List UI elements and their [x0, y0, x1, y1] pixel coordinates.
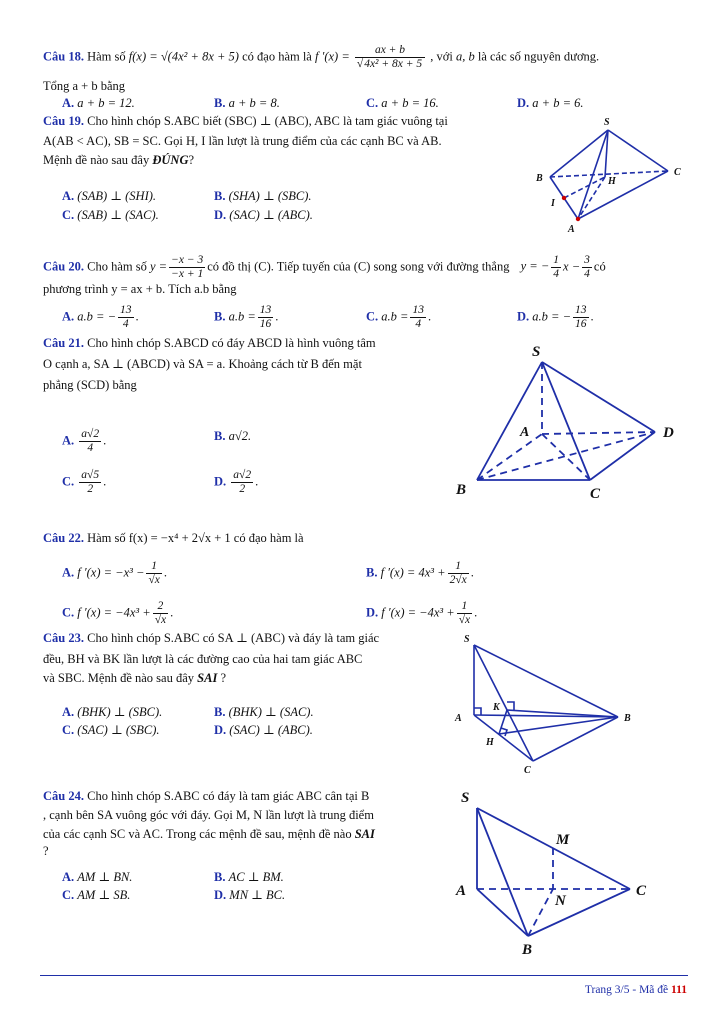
edge-ad	[542, 432, 655, 434]
question-21-line3: phẳng (SCD) bằng	[43, 378, 137, 392]
option-d[interactable]: D. $\frac{a√2}{2}$ .	[214, 469, 259, 495]
fraction-denominator: 4	[87, 442, 94, 454]
option-fraction	[448, 560, 469, 587]
fraction-numerator: a√2	[81, 428, 100, 440]
fraction-denominator: 2	[87, 483, 94, 495]
fraction-numerator: a√5	[81, 469, 100, 481]
option-b[interactable]: B. f ′(x) = 4x³ + $\frac{1}{2√x}$ .	[366, 560, 474, 586]
question-23	[43, 630, 379, 646]
option-key: A.	[62, 870, 75, 884]
option-text: (SAC) ⊥ (SBC).	[77, 723, 160, 737]
fraction-numerator: 13	[412, 304, 424, 316]
option-d[interactable]	[214, 207, 313, 223]
question-24-line2: , cạnh bên SA vuông góc với đáy. Gọi M, N lần lượt là trung điểm	[43, 808, 374, 822]
derivative-fraction	[355, 44, 425, 71]
label-b: B	[536, 173, 543, 184]
question-19	[43, 113, 448, 129]
option-key: C.	[366, 96, 379, 110]
fraction-numerator: 13	[575, 304, 587, 316]
option-d[interactable]	[517, 95, 584, 111]
right-angle-a	[474, 708, 481, 715]
fraction-numerator: 1	[457, 600, 472, 614]
edge-sd	[542, 362, 655, 432]
option-fraction	[231, 469, 253, 496]
question-label: Câu 18.	[43, 49, 84, 64]
option-text: a + b = 6.	[532, 96, 584, 110]
question-label: Câu 24.	[43, 789, 84, 803]
fraction-numerator: 1	[448, 560, 469, 574]
option-key: C.	[62, 723, 75, 737]
option-prefix: f ′(x) = −4x³ +	[77, 605, 151, 620]
option-key: B.	[366, 565, 378, 580]
fraction-denominator: 4	[415, 318, 422, 330]
option-text: a + b = 8.	[228, 96, 280, 110]
option-prefix: f ′(x) = 4x³ +	[380, 565, 446, 580]
line-mid: x −	[563, 259, 581, 274]
question-text: có đồ thị (C). Tiếp tuyến của (C) song song với đường thẳng	[207, 259, 510, 274]
label-a: A	[568, 224, 575, 235]
question-22	[43, 530, 304, 546]
line-lhs: y = −	[520, 259, 550, 274]
option-text: a + b = 16.	[381, 96, 439, 110]
question-text: ?	[220, 671, 226, 685]
question-text: Cho hình chóp S.ABC có SA ⊥ (ABC) và đáy là tam giác	[87, 631, 380, 645]
option-key: A.	[62, 565, 75, 580]
option-key: A.	[62, 309, 75, 324]
option-key: A.	[62, 189, 75, 203]
option-prefix: a.b =	[381, 309, 409, 324]
question-21	[43, 335, 376, 351]
fraction-numerator: −x − 3	[171, 254, 204, 266]
option-b[interactable]	[214, 95, 280, 111]
option-key: D.	[214, 474, 227, 489]
option-c[interactable]: C. f ′(x) = −4x³ + $\frac{2}{√x}$ .	[62, 600, 174, 626]
option-key: C.	[62, 474, 75, 489]
fraction-denominator: √x	[458, 614, 471, 626]
option-text: a√2.	[228, 429, 252, 443]
option-key: B.	[214, 870, 226, 884]
edge-ba	[477, 434, 542, 480]
label-c: C	[524, 765, 531, 776]
question-text: Cho hình chóp S.ABC biết (SBC) ⊥ (ABC), ABC là tam giác vuông tại	[87, 114, 448, 128]
question-24	[43, 788, 369, 804]
option-a[interactable]	[62, 95, 135, 111]
option-c[interactable]	[62, 722, 160, 738]
option-key: D.	[214, 208, 227, 222]
question-label: Câu 19.	[43, 114, 84, 128]
pyramid-figure-24	[450, 786, 660, 961]
option-key: C.	[366, 309, 379, 324]
radicand: 4x² + 8x + 5	[364, 58, 423, 70]
pyramid-figure-21	[450, 340, 690, 505]
option-b[interactable]	[214, 188, 312, 204]
option-prefix: f ′(x) = −4x³ +	[381, 605, 455, 620]
option-key: B.	[214, 309, 226, 324]
label-b: B	[456, 482, 467, 498]
option-key: B.	[214, 189, 226, 203]
label-h: H	[486, 737, 494, 748]
fraction-denominator: 4	[122, 318, 129, 330]
question-label: Câu 22.	[43, 531, 84, 545]
option-b[interactable]	[214, 869, 284, 885]
fraction-numerator: 1	[146, 560, 161, 574]
label-c: C	[674, 167, 681, 178]
option-prefix: f ′(x) = −x³ −	[77, 565, 145, 580]
label-a: A	[455, 713, 462, 724]
label-b: B	[522, 942, 533, 958]
variables: a, b	[455, 49, 475, 64]
fraction-numerator: a√2	[233, 469, 252, 481]
label-d: D	[663, 425, 674, 441]
function-fraction	[169, 254, 205, 281]
option-b[interactable]	[214, 704, 314, 720]
option-key: C.	[62, 888, 75, 902]
label-a: A	[520, 425, 530, 440]
question-20	[43, 254, 606, 281]
question-20-line2: phương trình y = ax + b. Tích a.b bằng	[43, 282, 237, 296]
option-fraction	[457, 600, 472, 627]
option-key: B.	[214, 705, 226, 719]
option-text: MN ⊥ BC.	[229, 888, 286, 902]
option-d[interactable]: D. f ′(x) = −4x³ + $\frac{1}{√x}$ .	[366, 600, 478, 626]
question-text: Cho hình chóp S.ABC có đáy là tam giác ABC cân tại B	[87, 789, 370, 803]
option-c[interactable]	[366, 95, 439, 111]
line-fraction-1	[551, 254, 561, 281]
option-text: AM ⊥ BN.	[77, 870, 133, 884]
question-23-line2: đều, BH và BK lần lượt là các đường cao của hai tam giác ABC	[43, 652, 363, 666]
edge-bc	[528, 889, 630, 936]
question-text: Hàm số f(x) = −x⁴ + 2√x + 1 có đạo hàm là	[87, 531, 304, 545]
option-a[interactable]	[62, 704, 162, 720]
option-key: D.	[366, 605, 379, 620]
option-key: D.	[214, 723, 227, 737]
label-s: S	[464, 634, 470, 645]
option-key: C.	[62, 605, 75, 620]
edge-ab	[477, 889, 528, 936]
label-c: C	[636, 883, 647, 899]
edge-sc	[474, 645, 533, 761]
question-label: Câu 21.	[43, 336, 84, 350]
diagonal-bd	[477, 432, 655, 480]
option-fraction	[573, 304, 589, 331]
function-lhs: y =	[149, 259, 168, 274]
option-c[interactable]: C. $\frac{a√5}{2}$ .	[62, 469, 107, 495]
label-c: C	[590, 486, 601, 502]
label-b: B	[624, 713, 631, 724]
question-19-line2: A(AB < AC), SB = SC. Gọi H, I lần lượt là trung điểm của các cạnh BC và AB.	[43, 134, 442, 148]
question-19-line3	[43, 152, 194, 168]
question-label: Câu 20.	[43, 259, 84, 274]
option-prefix: a.b = −	[532, 309, 572, 324]
option-b[interactable]	[214, 428, 251, 444]
option-fraction	[118, 304, 134, 331]
edge-sc	[542, 362, 590, 480]
option-a[interactable]: A. $\frac{a√2}{4}$ .	[62, 428, 107, 454]
question-text: của các cạnh SC và AC. Trong các mệnh đề sau, mệnh đề nào	[43, 827, 352, 841]
page-footer	[585, 984, 687, 996]
option-text: (SAB) ⊥ (SAC).	[77, 208, 159, 222]
question-24-line4: ?	[43, 844, 49, 858]
fraction-denominator: −x + 1	[171, 268, 204, 280]
option-fraction	[258, 304, 274, 331]
question-21-line2: O cạnh a, SA ⊥ (ABCD) và SA = a. Khoảng cách từ B đến mặt	[43, 357, 362, 371]
pyramid-figure-23	[450, 632, 650, 777]
fraction-denominator: √x	[148, 574, 160, 586]
option-key: C.	[62, 208, 75, 222]
option-a[interactable]: A. a.b = − $\frac{13}{4}$ .	[62, 304, 139, 330]
question-18	[43, 44, 599, 71]
fraction-numerator: ax + b	[355, 44, 425, 58]
option-d[interactable]	[214, 722, 313, 738]
option-prefix: a.b =	[228, 309, 256, 324]
edge-sb	[477, 808, 528, 936]
fraction-denominator: 4	[553, 268, 560, 280]
right-angle-k	[507, 702, 514, 710]
label-s: S	[604, 117, 610, 128]
fraction-denominator: 16	[259, 318, 272, 330]
question-text: là các số nguyên dương.	[477, 49, 600, 64]
option-fraction	[79, 428, 101, 455]
option-text: (SAC) ⊥ (ABC).	[229, 208, 313, 222]
label-h: H	[608, 176, 616, 187]
question-label: Câu 23.	[43, 631, 84, 645]
question-text: có đạo hàm là	[242, 49, 312, 64]
fraction-numerator: 2	[153, 600, 168, 614]
fraction-denominator: 2√x	[449, 574, 467, 586]
question-text: Cho hình chóp S.ABCD có đáy ABCD là hình vuông tâm	[87, 336, 376, 350]
line-fraction-2	[582, 254, 592, 281]
option-text: (SAB) ⊥ (SHI).	[77, 189, 157, 203]
fraction-numerator: 13	[120, 304, 132, 316]
point-i	[562, 196, 566, 200]
option-fraction	[410, 304, 426, 331]
fraction-denominator: √x	[154, 614, 167, 626]
option-text: AM ⊥ SB.	[77, 888, 131, 902]
option-a[interactable]: A. f ′(x) = −x³ − $\frac{1}{√x}$ .	[62, 560, 168, 586]
edge-cd	[590, 432, 655, 480]
fraction-numerator: 3	[584, 254, 590, 266]
question-text: ?	[188, 153, 195, 167]
question-23-line3	[43, 670, 226, 686]
exam-code: 111	[671, 984, 687, 996]
option-d[interactable]: D. a.b = − $\frac{13}{16}$ .	[517, 304, 594, 330]
option-key: D.	[214, 888, 227, 902]
option-prefix: a.b = −	[77, 309, 117, 324]
question-text: Hàm số	[87, 49, 126, 64]
question-18-line2: Tổng a + b bằng	[43, 79, 126, 93]
option-c[interactable]: C. a.b = $\frac{13}{4}$ .	[366, 304, 432, 330]
fraction-denominator: √4x² + 8x + 5	[356, 58, 423, 70]
option-d[interactable]	[214, 887, 285, 903]
label-k: K	[493, 702, 500, 713]
diagonal-ac	[542, 434, 590, 480]
option-text: (BHK) ⊥ (SAC).	[228, 705, 314, 719]
question-text: , với	[430, 49, 453, 64]
right-angle-h	[501, 728, 507, 736]
label-s: S	[461, 790, 470, 806]
option-key: D.	[517, 309, 530, 324]
option-text: a + b = 12.	[77, 96, 135, 110]
pyramid-figure-19	[528, 116, 693, 236]
question-text: có	[593, 259, 606, 274]
option-key: A.	[62, 96, 75, 110]
option-fraction	[153, 600, 168, 627]
derivative-lhs: f ′(x) =	[314, 49, 350, 64]
footer-divider	[40, 975, 688, 976]
point-a	[576, 217, 580, 221]
question-text: Mệnh đề nào sau đây	[43, 153, 150, 167]
segment-bn	[528, 889, 553, 936]
label-s: S	[532, 344, 541, 360]
edge-sb	[477, 362, 542, 480]
option-fraction	[146, 560, 161, 587]
fraction-denominator: 2	[239, 483, 246, 495]
label-n: N	[555, 893, 566, 909]
option-fraction	[79, 469, 101, 496]
option-text: (BHK) ⊥ (SBC).	[77, 705, 163, 719]
option-b[interactable]: B. a.b = $\frac{13}{16}$ .	[214, 304, 279, 330]
option-c[interactable]	[62, 887, 130, 903]
option-key: A.	[62, 705, 75, 719]
label-i: I	[551, 198, 555, 209]
option-key: B.	[214, 96, 226, 110]
question-text: và SBC. Mệnh đề nào sau đây	[43, 671, 195, 685]
option-a[interactable]	[62, 188, 156, 204]
emphasis: SAI	[354, 827, 375, 841]
fraction-denominator: 4	[584, 268, 590, 280]
option-a[interactable]	[62, 869, 132, 885]
label-a: A	[456, 883, 467, 899]
fraction-numerator: 13	[259, 304, 272, 316]
fraction-denominator: 16	[575, 318, 587, 330]
option-key: D.	[517, 96, 530, 110]
emphasis: SAI	[197, 671, 218, 685]
emphasis: ĐÚNG	[152, 153, 189, 167]
option-key: A.	[62, 433, 75, 448]
option-c[interactable]	[62, 207, 159, 223]
footer-text: Trang 3/5 - Mã đề	[584, 984, 669, 996]
label-m: M	[556, 832, 570, 848]
fraction-numerator: 1	[553, 254, 560, 266]
option-text: (SAC) ⊥ (ABC).	[229, 723, 313, 737]
question-24-line3	[43, 826, 375, 842]
option-text: AC ⊥ BM.	[228, 870, 284, 884]
edge-sc	[608, 130, 668, 171]
option-text: (SHA) ⊥ (SBC).	[228, 189, 312, 203]
option-key: B.	[214, 429, 226, 443]
question-text: Cho hàm số	[87, 259, 147, 274]
function-expression: f(x) = √(4x² + 8x + 5)	[128, 49, 239, 64]
